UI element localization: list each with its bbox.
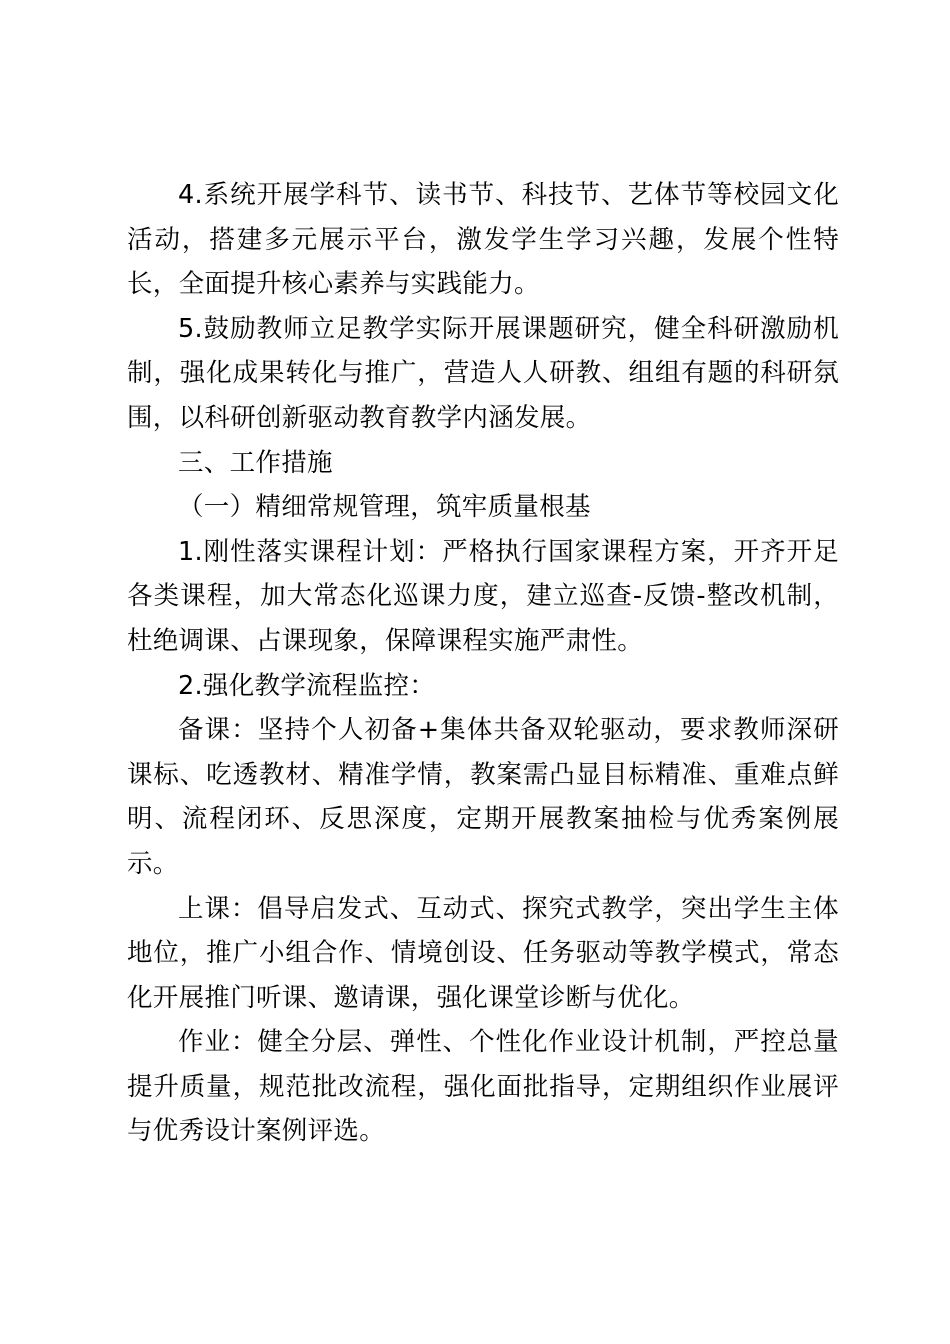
paragraph-activities: 4.系统开展学科节、读书节、科技节、艺体节等校园文化活动，搭建多元展示平台，激发学生学习兴趣，发展个性特长，全面提升核心素养与实践能力。 (127, 180, 839, 300)
paragraph-lesson-prep: 备课：坚持个人初备+集体共备双轮驱动，要求教师深研课标、吃透教材、精准学情，教案需凸显目标精准、重难点鲜明、流程闭环、反思深度，定期开展教案抽检与优秀案例展示。 (127, 715, 839, 879)
document-body (127, 173, 839, 1154)
paragraph-class-teaching: 上课：倡导启发式、互动式、探究式教学，突出学生主体地位，推广小组合作、情境创设、任务驱动等教学模式，常态化开展推门听课、邀请课，强化课堂诊断与优化。 (127, 893, 839, 1013)
paragraph-research: 5.鼓励教师立足教学实际开展课题研究，健全科研激励机制，强化成果转化与推广，营造人人研教、组组有题的科研氛围，以科研创新驱动教育教学内涵发展。 (127, 313, 839, 433)
paragraph-homework: 作业：健全分层、弹性、个性化作业设计机制，严控总量提升质量，规范批改流程，强化面批指导，定期组织作业展评与优秀设计案例评选。 (127, 1027, 839, 1147)
subsection-heading-routine: （一）精细常规管理，筑牢质量根基 (178, 492, 591, 523)
paragraph-process-monitoring: 2.强化教学流程监控： (178, 670, 436, 701)
section-heading-measures: 三、工作措施 (178, 447, 333, 478)
paragraph-curriculum-plan: 1.刚性落实课程计划：严格执行国家课程方案，开齐开足各类课程，加大常态化巡课力度，建立巡查-反馈-整改机制，杜绝调课、占课现象，保障课程实施严肃性。 (127, 536, 839, 656)
